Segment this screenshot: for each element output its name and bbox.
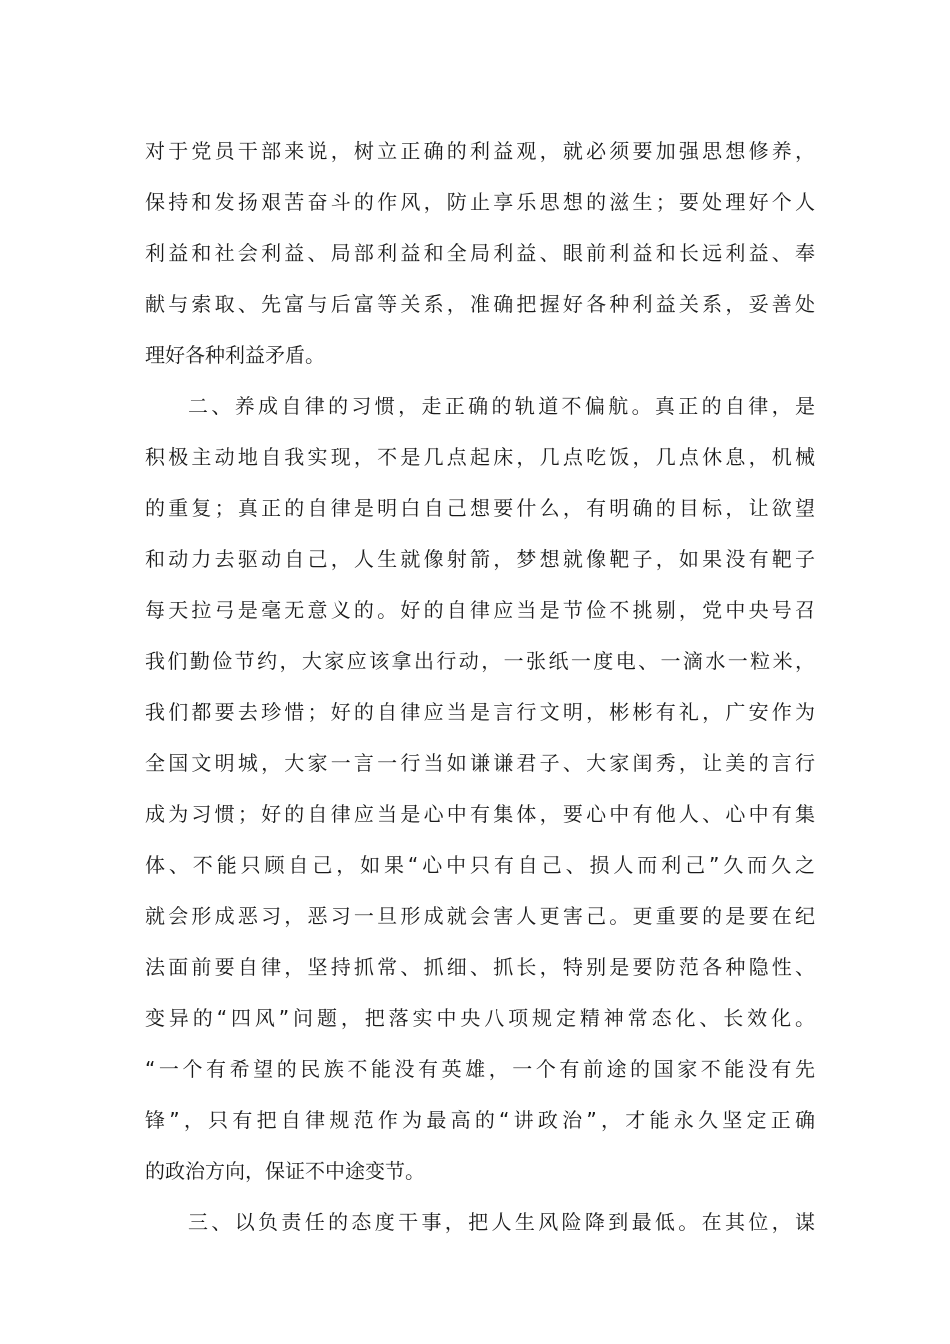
text-line: 的政治方向，保证不中途变节。 <box>145 1159 425 1183</box>
text-line: 对于党员干部来说，树立正确的利益观，就必须要加强思想修养， <box>145 139 815 163</box>
text-line: 锋”，只有把自律规范作为最高的“讲政治”，才能永久坚定正确 <box>145 1108 815 1132</box>
text-line: 变异的“四风”问题，把落实中央八项规定精神常态化、长效化。 <box>145 1006 815 1030</box>
text-line: 我们都要去珍惜；好的自律应当是言行文明，彬彬有礼，广安作为 <box>145 700 815 724</box>
text-line: 利益和社会利益、局部利益和全局利益、眼前利益和长远利益、奉 <box>145 241 815 265</box>
text-line: “一个有希望的民族不能没有英雄，一个有前途的国家不能没有先 <box>145 1057 815 1081</box>
text-line: 体、不能只顾自己，如果“心中只有自己、损人而利己”久而久之 <box>145 853 815 877</box>
section-heading-line: 二、养成自律的习惯，走正确的轨道不偏航。真正的自律，是 <box>188 394 815 418</box>
text-line: 保持和发扬艰苦奋斗的作风，防止享乐思想的滋生；要处理好个人 <box>145 190 815 214</box>
text-line: 的重复；真正的自律是明白自己想要什么，有明确的目标，让欲望 <box>145 496 815 520</box>
text-line: 理好各种利益矛盾。 <box>145 343 325 367</box>
section-heading-line: 三、以负责任的态度干事，把人生风险降到最低。在其位，谋 <box>188 1210 815 1234</box>
text-line: 就会形成恶习，恶习一旦形成就会害人更害己。更重要的是要在纪 <box>145 904 815 928</box>
text-line: 我们勤俭节约，大家应该拿出行动，一张纸一度电、一滴水一粒米， <box>145 649 815 673</box>
text-line: 成为习惯；好的自律应当是心中有集体，要心中有他人、心中有集 <box>145 802 815 826</box>
text-line: 全国文明城，大家一言一行当如谦谦君子、大家闺秀，让美的言行 <box>145 751 815 775</box>
text-line: 和动力去驱动自己，人生就像射箭，梦想就像靶子，如果没有靶子 <box>145 547 815 571</box>
text-line: 积极主动地自我实现，不是几点起床，几点吃饭，几点休息，机械 <box>145 445 815 469</box>
text-line: 每天拉弓是毫无意义的。好的自律应当是节俭不挑剔，党中央号召 <box>145 598 815 622</box>
text-line: 法面前要自律，坚持抓常、抓细、抓长，特别是要防范各种隐性、 <box>145 955 815 979</box>
text-line: 献与索取、先富与后富等关系，准确把握好各种利益关系，妥善处 <box>145 292 815 316</box>
